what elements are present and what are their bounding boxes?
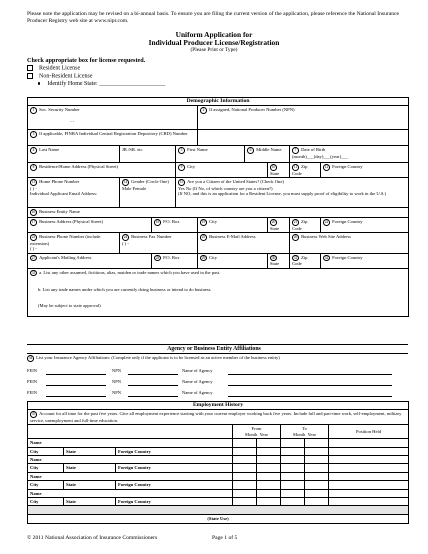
agency-row-3-npn: NPN bbox=[112, 390, 122, 395]
date-of-birth-field[interactable]: 7 Date of Birth (month)___(day)___(year)___ bbox=[290, 146, 409, 163]
agency-heading: Agency or Business Entity Affiliations bbox=[167, 346, 261, 352]
agency-instruction: 34 List your Insurance Agency Affiliations: (Complete only if the applicant is to be licensed as an active member of the business entity) bbox=[28, 355, 280, 360]
nonresident-license-option[interactable]: Non-Resident License bbox=[27, 73, 92, 79]
employer-1-name[interactable]: Name bbox=[28, 439, 233, 447]
business-entity-field[interactable]: 16 Business Entity Name bbox=[28, 208, 409, 218]
employer-4-city[interactable]: City bbox=[28, 497, 64, 505]
last-name-field[interactable]: 4 Last Name bbox=[28, 146, 120, 163]
agency-row-1-npn-input[interactable] bbox=[128, 374, 178, 375]
page-number: Page 1 of 5 bbox=[212, 535, 238, 541]
residence-address-field[interactable]: 8 Residence/Home Address (Physical Street) bbox=[28, 163, 176, 178]
agency-row-3-name-input[interactable] bbox=[228, 396, 392, 397]
residence-zip-field[interactable]: 11 Zip Code bbox=[290, 163, 321, 178]
agency-row-1-fein-input[interactable] bbox=[46, 374, 106, 375]
employment-instruction: 35 Account for all time for the past five years. Give all employment experience starting with your current employer working back five years. Include full and part-time work, self-employment, military service, unemployment and full-time education. bbox=[28, 410, 409, 425]
agency-row-3-fein-input[interactable] bbox=[46, 396, 106, 397]
form-title-2: Individual Producer License/Registration bbox=[148, 38, 280, 47]
agency-row-2-name-input[interactable] bbox=[228, 385, 392, 386]
suffix-field[interactable]: JR./SR. etc bbox=[120, 146, 176, 163]
employer-2-state[interactable]: State bbox=[64, 464, 116, 472]
mailing-zip-field[interactable]: 31 Zip Code bbox=[290, 253, 321, 268]
employer-4-state[interactable]: State bbox=[64, 497, 116, 505]
revision-note: Please note the application may be revised on a bi-annual basis. To ensure you are filing the current version of the application, please reference the National Insurance Producer Registry web site at www.nipr.com. bbox=[27, 11, 399, 24]
agency-row-1-name: Name of Agency bbox=[182, 368, 213, 373]
business-country-field[interactable]: 22 Foreign Country bbox=[321, 218, 409, 233]
agency-row-2-fein-input[interactable] bbox=[46, 385, 106, 386]
employer-2-country[interactable]: Foreign Country bbox=[116, 464, 233, 472]
home-phone-field[interactable]: 13 Home Phone Number ( ) - Individual Applicant Email Address: bbox=[28, 178, 120, 208]
other-names-field[interactable]: 33 a. List any other assumed, fictitious, alias, maiden or trade names which you have used in the past. b. List any trade names under which you are currently doing business or intend to do business. (May be subject to state approval) bbox=[28, 268, 409, 316]
agency-row-2-npn: NPN bbox=[112, 379, 122, 384]
crd-field[interactable]: 3 If applicable, FINRA Individual Central Registration Depository (CRD) Number bbox=[28, 130, 198, 146]
gender-field[interactable]: 14 Gender (Circle One) Male Female bbox=[120, 178, 176, 208]
first-name-field[interactable]: 5 First Name bbox=[176, 146, 245, 163]
demographic-table bbox=[27, 97, 409, 317]
position-header: Position Held bbox=[329, 425, 409, 439]
mailing-address-field[interactable]: 27 Applicant's Mailing Address bbox=[28, 253, 152, 268]
resident-license-option[interactable]: Resident License bbox=[27, 65, 80, 71]
demographic-heading: Demographic Information bbox=[28, 98, 409, 106]
employer-3-state[interactable]: State bbox=[64, 481, 116, 489]
business-address-field[interactable]: 17 Business Address (Physical Street) bbox=[28, 218, 152, 233]
employer-3-name[interactable]: Name bbox=[28, 472, 233, 480]
employer-1-state[interactable]: State bbox=[64, 447, 116, 455]
residence-state-field[interactable]: 10State bbox=[268, 163, 290, 178]
mailing-country-field[interactable]: 32 Foreign Country bbox=[321, 253, 409, 268]
employer-4-country[interactable]: Foreign Country bbox=[116, 497, 233, 505]
employer-2-name[interactable]: Name bbox=[28, 455, 233, 463]
business-fax-field[interactable]: 24 Business Fax Number ( ) - bbox=[120, 233, 198, 253]
employer-1-country[interactable]: Foreign Country bbox=[116, 447, 233, 455]
agency-row-3-name: Name of Agency bbox=[182, 390, 213, 395]
to-header: To Month Year bbox=[281, 425, 329, 439]
middle-name-field[interactable]: 6 Middle Name bbox=[245, 146, 290, 163]
print-note: (Please Print or Type) bbox=[190, 47, 238, 53]
residence-country-field[interactable]: 12 Foreign Country bbox=[321, 163, 409, 178]
citizenship-field[interactable]: 15 Are you a Citizen of the United States? (Check One) Yes No (If No, of which country are you a citizen?) (If NO, and this is an application for a Resident License, you must supply proof of eligibility to work in the U.S.) bbox=[176, 178, 409, 208]
agency-row-3-fein: FEIN bbox=[27, 390, 37, 395]
bullet-icon bbox=[38, 82, 40, 84]
business-zip-field[interactable]: 21 Zip Code bbox=[290, 218, 321, 233]
residence-city-field[interactable]: 9 City bbox=[176, 163, 268, 178]
from-header: From Month Year bbox=[233, 425, 281, 439]
employment-heading: Employment History bbox=[28, 402, 409, 410]
business-city-field[interactable]: 19 City bbox=[198, 218, 268, 233]
email-label: Individual Applicant Email Address: bbox=[30, 191, 98, 197]
mailing-po-box-field[interactable]: 28 P.O. Box bbox=[152, 253, 198, 268]
employment-table bbox=[27, 401, 409, 524]
checkbox-icon[interactable] bbox=[27, 73, 33, 79]
agency-row-1-fein: FEIN bbox=[27, 368, 37, 373]
license-heading: Check appropriate box for license requested. bbox=[27, 57, 146, 64]
mailing-city-field[interactable]: 29 City bbox=[198, 253, 268, 268]
agency-row-2-fein: FEIN bbox=[27, 379, 37, 384]
agency-row-1-name-input[interactable] bbox=[228, 374, 392, 375]
employer-4-name[interactable]: Name bbox=[28, 489, 233, 497]
checkbox-icon[interactable] bbox=[27, 65, 33, 71]
employer-1-city[interactable]: City bbox=[28, 447, 64, 455]
mailing-state-field[interactable]: 30State bbox=[268, 253, 290, 268]
agency-row-2-npn-input[interactable] bbox=[128, 385, 178, 386]
form-title-1: Uniform Application for bbox=[175, 30, 253, 39]
business-po-box-field[interactable]: 18 P.O. Box bbox=[152, 218, 198, 233]
agency-row-1-npn: NPN bbox=[112, 368, 122, 373]
state-use-label: (State Use) bbox=[28, 515, 409, 523]
agency-row-2-name: Name of Agency bbox=[182, 379, 213, 384]
agency-row-3-npn-input[interactable] bbox=[128, 396, 178, 397]
employer-3-city[interactable]: City bbox=[28, 481, 64, 489]
copyright-footer: © 2011 National Association of Insurance Commissioners bbox=[27, 535, 158, 541]
business-email-field[interactable]: 25 Business E-Mail Address bbox=[198, 233, 290, 253]
business-phone-field[interactable]: 23 Business Phone Number (include extension) ( ) - bbox=[28, 233, 120, 253]
employer-3-country[interactable]: Foreign Country bbox=[116, 481, 233, 489]
business-website-field[interactable]: 26 Business Web Site Address bbox=[290, 233, 409, 253]
npn-field[interactable]: 2 If assigned, National Producer Number (NPN) bbox=[198, 106, 409, 130]
employer-2-city[interactable]: City bbox=[28, 464, 64, 472]
home-state-field[interactable]: Identify Home State: ______________________ bbox=[27, 81, 165, 87]
business-state-field[interactable]: 20State bbox=[268, 218, 290, 233]
ssn-field[interactable]: 1 Soc. Security Number - - bbox=[28, 106, 198, 130]
